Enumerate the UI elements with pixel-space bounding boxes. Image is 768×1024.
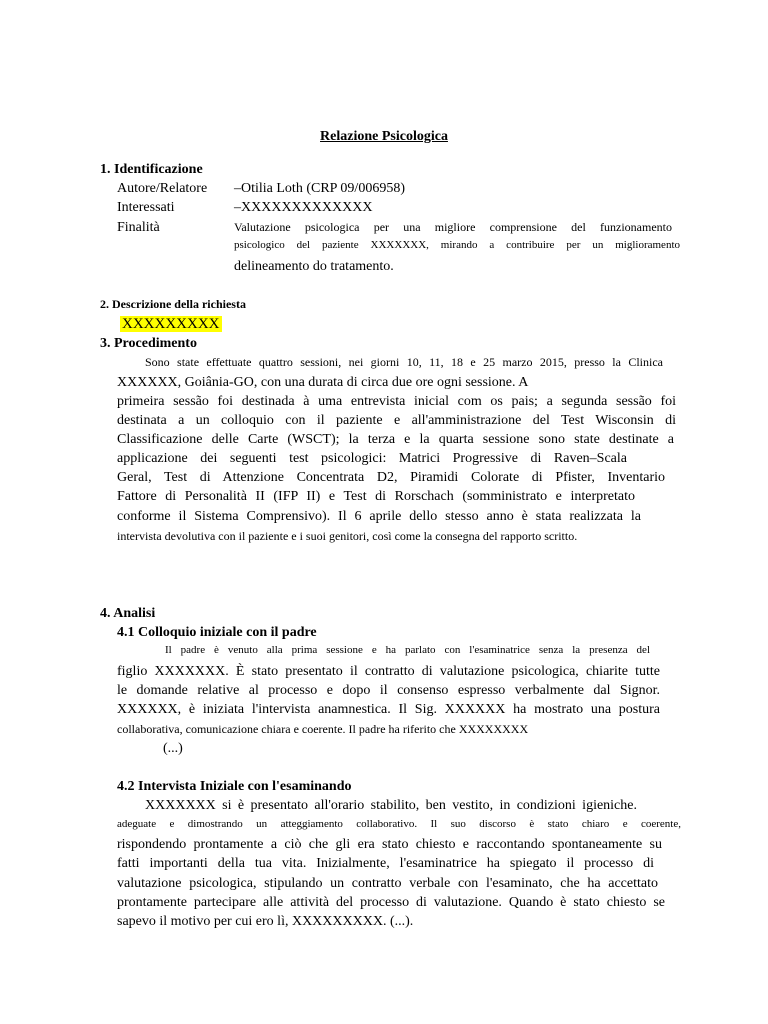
section-4-2-heading: 4.2 Intervista Iniziale con l'esaminando (117, 779, 352, 794)
finalita-line-1: Valutazione psicologica per una migliore comprensione del funzionamento (234, 220, 672, 234)
colloquio-ellipsis: (...) (163, 741, 183, 756)
intervista-line-3: rispondendo prontamente a ciò che gli era stato chiesto e raccontando spontaneamente su (117, 837, 662, 852)
procedimento-line-5: Classificazione delle Carte (WSCT); la terza e la quarta sessione sono state destinate a (117, 432, 674, 447)
request-highlight (120, 316, 222, 333)
intervista-line-5: valutazione psicologica, stipulando un contratto verbale con l'esaminato, che ha accettato (117, 876, 658, 891)
label-interessati: Interessati (117, 200, 175, 215)
finalita-line-3: delineamento do tratamento. (234, 259, 394, 274)
section-4-1-heading: 4.1 Colloquio iniziale con il padre (117, 625, 317, 640)
section-4-heading: 4. Analisi (100, 606, 156, 621)
colloquio-line-1: Il padre è venuto alla prima sessione e ha parlato con l'esaminatrice senza la presenza del (165, 644, 650, 656)
value-autore: –Otilia Loth (CRP 09/006958) (234, 181, 405, 196)
label-autore: Autore/Relatore (117, 181, 208, 196)
procedimento-line-9: conforme il Sistema Comprensivo). Il 6 aprile dello stesso anno è stata realizzata la (117, 509, 641, 524)
highlighted-text: XXXXXXXXX (122, 316, 220, 332)
section-1-heading: 1. Identificazione (100, 162, 203, 177)
value-interessati: –XXXXXXXXXXXXX (234, 200, 373, 215)
procedimento-line-3: primeira sessão foi destinada à uma entrevista inicial com os pais; a segunda sessão foi (117, 394, 676, 409)
label-finalita: Finalità (117, 220, 160, 235)
procedimento-line-10: intervista devolutiva con il paziente e i suoi genitori, così come la consegna del rapporto scritto. (117, 529, 578, 543)
procedimento-line-7: Geral, Test di Attenzione Concentrata D2, Piramidi Colorate di Pfister, Inventario (117, 470, 665, 485)
intervista-line-2: adeguate e dimostrando un atteggiamento collaborativo. Il suo discorso è stato chiaro e coerente, (117, 818, 681, 830)
section-2-heading: 2. Descrizione della richiesta (100, 297, 246, 311)
intervista-line-6: prontamente partecipare alle attività del processo di valutazione. Quando è stato chiesto se (117, 895, 665, 910)
finalita-line-2: psicologico del paziente XXXXXXX, mirando a contribuire per un miglioramento (234, 239, 680, 251)
procedimento-line-1: Sono state effettuate quattro sessioni, nei giorni 10, 11, 18 e 25 marzo 2015, presso la Clinica (145, 355, 663, 369)
procedimento-line-4: destinata a un colloquio con il paziente e all'amministrazione del Test Wisconsin di (117, 413, 676, 428)
procedimento-line-2: XXXXXX, Goiânia-GO, con una durata di circa due ore ogni sessione. A (117, 375, 529, 390)
procedimento-line-6: applicazione dei seguenti test psicologici: Matrici Progressive di Raven–Scala (117, 451, 627, 466)
document-title: Relazione Psicologica (320, 129, 448, 144)
intervista-line-1: XXXXXXX si è presentato all'orario stabilito, ben vestito, in condizioni igieniche. (145, 798, 637, 813)
procedimento-line-8: Fattore di Personalità II (IFP II) e Test di Rorschach (somministrato e interpretato (117, 489, 635, 504)
colloquio-line-5: collaborativa, comunicazione chiara e coerente. Il padre ha riferito che XXXXXXXX (117, 722, 529, 736)
intervista-line-7: sapevo il motivo per cui ero lì, XXXXXXXXX. (...). (117, 914, 414, 929)
section-3-heading: 3. Procedimento (100, 336, 197, 351)
colloquio-line-4: XXXXXX, è iniziata l'intervista anamnestica. Il Sig. XXXXXX ha mostrato una postura (117, 702, 660, 717)
colloquio-line-3: le domande relative al processo e dopo il consenso espresso verbalmente dal Signor. (117, 683, 660, 698)
intervista-line-4: fatti importanti della tua vita. Inizialmente, l'esaminatrice ha spiegato il processo di (117, 856, 654, 871)
colloquio-line-2: figlio XXXXXXX. È stato presentato il contratto di valutazione psicologica, chiarite tutte (117, 664, 660, 679)
